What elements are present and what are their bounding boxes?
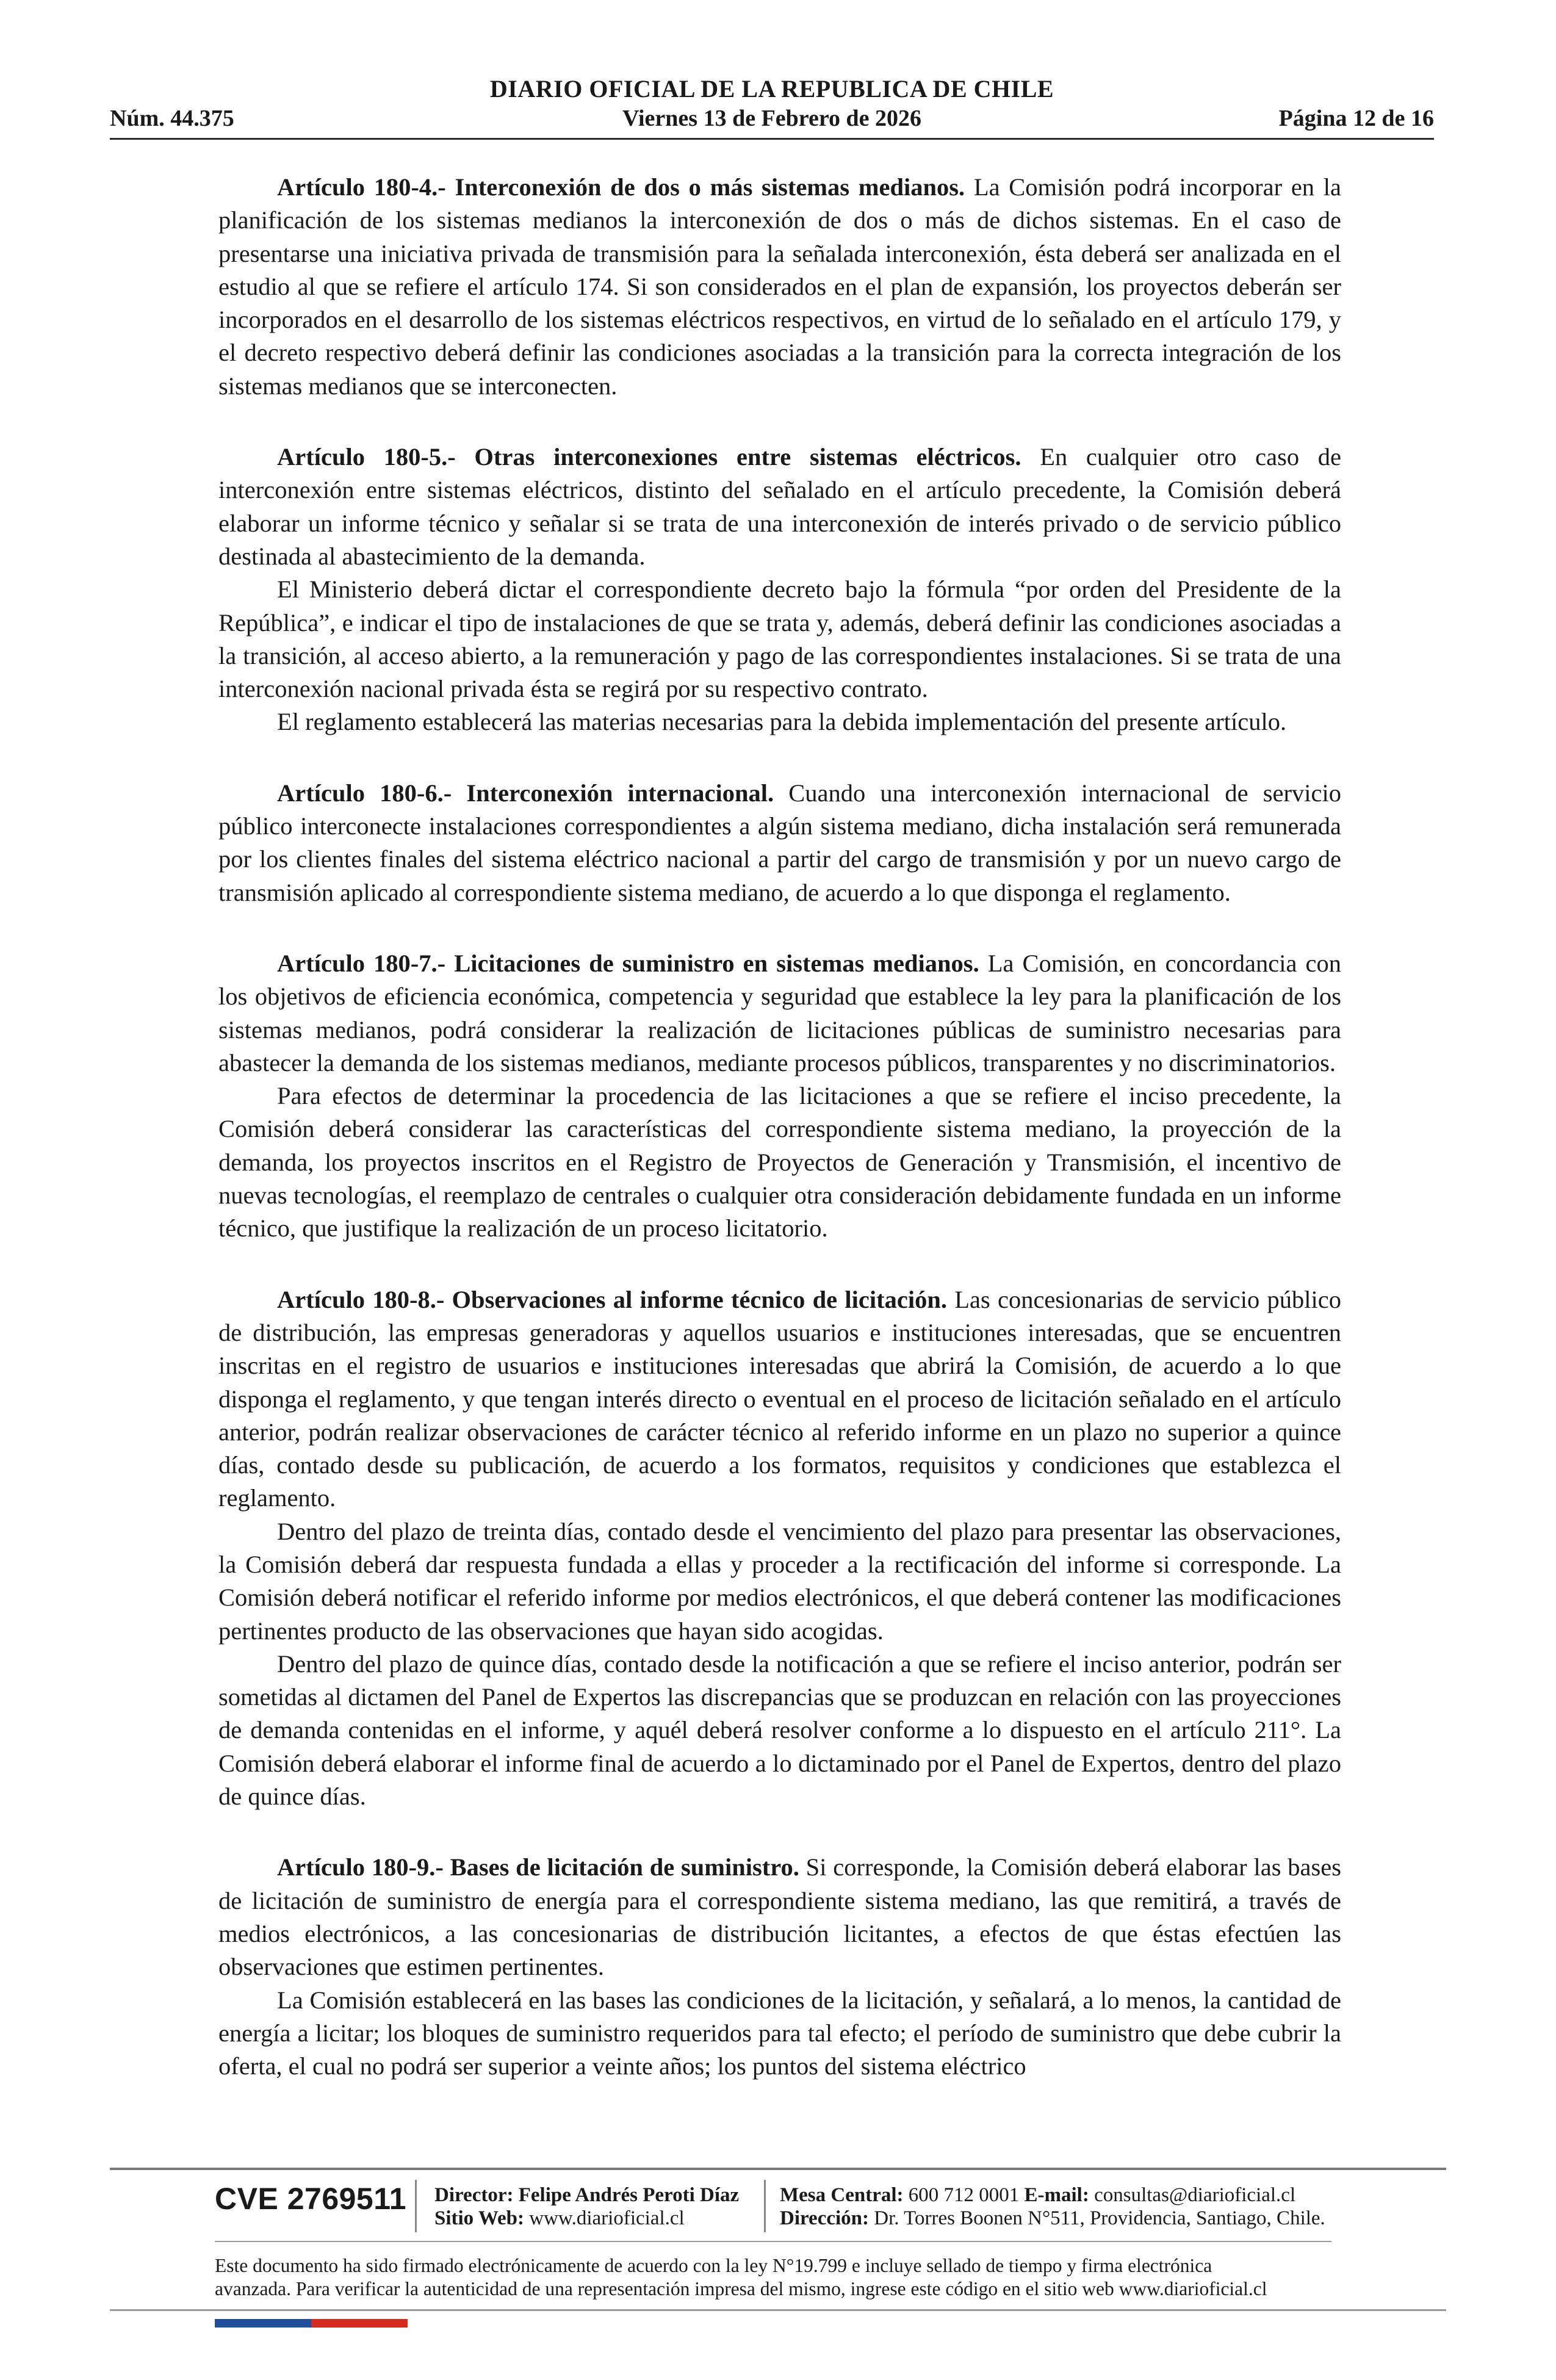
footer-divider (110, 2168, 1446, 2170)
email-link[interactable]: consultas@diarioficial.cl (1094, 2184, 1296, 2206)
email-label: E-mail: (1024, 2184, 1089, 2206)
signature-notice (215, 2254, 1374, 2301)
footer-contact-block (780, 2183, 1325, 2230)
article-body (218, 171, 1341, 2154)
article-paragraph: Dentro del plazo de treinta días, contado desde el vencimiento del plazo para presentar las observaciones, la Comisión deberá dar respuesta fundada a ellas y proceder a la rectificación del informe si corresponde. La Comisión deberá notificar el referido informe por medios electrónicos, el que deberá contener las modificaciones pertinentes producto de las observaciones que hayan sido acogidas. (218, 1517, 1341, 1645)
article-heading: Artículo 180-9.- Bases de licitación de suministro. (277, 1853, 799, 1881)
article-paragraph: El Ministerio deberá dictar el correspondiente decreto bajo la fórmula “por orden del Presidente de la República”, e indicar el tipo de instalaciones de que se trata y, además, deberá definir las condiciones asociadas a la transición, al acceso abierto, a la remuneración y pago de las correspondientes instalaciones. Si se trata de una interconexión nacional privada ésta se regirá por su respectivo contrato. (218, 575, 1341, 703)
article-paragraph: El reglamento establecerá las materias necesarias para la debida implementación del presente artículo. (277, 708, 1287, 736)
page-header (110, 74, 1434, 135)
article-paragraph (218, 947, 1341, 1080)
article-paragraph (218, 1283, 1341, 1515)
article-text: En cualquier otro caso de interconexión entre sistemas eléctricos, distinto del señalado en el artículo precedente, la Comisión deberá elaborar un informe técnico y señalar si se trata de una interconexión de interés privado o de servicio público destinada al abastecimiento de la demanda. (218, 443, 1341, 570)
notice-line: Este documento ha sido firmado electrónicamente de acuerdo con la ley N°19.799 e incluye sellado de tiempo y firma electrónica (215, 2255, 1212, 2276)
website-label: Sitio Web: (434, 2207, 525, 2229)
phone-number: 600 712 0001 (908, 2184, 1020, 2206)
article-section (218, 1283, 1341, 1814)
flag-stripe-red (311, 2319, 408, 2328)
article-text: La Comisión, en concordancia con los objetivos de eficiencia económica, competencia y seguridad que establece la ley para la planificación de los sistemas medianos, podrá considerar la realización de licitaciones públicas de suministro necesarias para abastecer la demanda de los sistemas medianos, mediante procesos públicos, transparentes y no discriminatorios. (218, 949, 1341, 1076)
article-heading: Artículo 180-8.- Observaciones al informe técnico de licitación. (277, 1285, 947, 1313)
article-paragraph: Dentro del plazo de quince días, contado desde la notificación a que se refiere el inciso anterior, podrán ser sometidas al dictamen del Panel de Expertos las discrepancias que se produzcan en relación con las proyecciones de demanda contenidas en el informe, y aquél deberá resolver conforme a lo dispuesto en el artículo 211°. La Comisión deberá elaborar el informe final de acuerdo a lo dictaminado por el Panel de Expertos, dentro del plazo de quince días. (218, 1650, 1341, 1811)
article-heading: Artículo 180-6.- Interconexión internacional. (277, 779, 774, 807)
article-text: La Comisión podrá incorporar en la planificación de los sistemas medianos la interconexión de dos o más de dichos sistemas. En el caso de presentarse una iniciativa privada de transmisión para la señalada interconexión, ésta deberá ser analizada en el estudio al que se refiere el artículo 174. Si son considerados en el plan de expansión, los proyectos deberán ser incorporados en el desarrollo de los sistemas eléctricos respectivos, en virtud de lo señalado en el artículo 179, y el decreto respectivo deberá definir las condiciones asociadas a la transición para la correcta integración de los sistemas medianos que se interconecten. (218, 173, 1341, 400)
article-text: Las concesionarias de servicio público de distribución, las empresas generadoras y aquellos usuarios e instituciones interesadas, que se encuentren inscritas en el registro de usuarios e instituciones interesadas que abrirá la Comisión, de acuerdo a lo que disponga el reglamento, y que tengan interés directo o eventual en el proceso de licitación señalado en el artículo anterior, podrán realizar observaciones de carácter técnico al referido informe en un plazo no superior a quince días, contado desde su publicación, de acuerdo a los formatos, requisitos y condiciones que establezca el reglamento. (218, 1285, 1341, 1512)
article-text: Cuando una interconexión internacional de servicio público interconecte instalaciones correspondientes a algún sistema mediano, dicha instalación será remunerada por los clientes finales del sistema eléctrico nacional a partir del cargo de transmisión y por un nuevo cargo de transmisión aplicado al correspondiente sistema mediano, de acuerdo a lo que disponga el reglamento. (218, 779, 1341, 906)
footer-director-block (434, 2183, 739, 2230)
notice-line: avanzada. Para verificar la autenticidad de una representación impresa del mismo, ingrese este código en el sitio web www.diarioficial.cl (215, 2278, 1267, 2299)
director-label: Director: (434, 2184, 514, 2206)
publication-title: DIARIO OFICIAL DE LA REPUBLICA DE CHILE (489, 75, 1054, 103)
flag-stripe-blue (215, 2319, 311, 2328)
issue-date: Viernes 13 de Febrero de 2026 (622, 106, 922, 131)
article-paragraph: La Comisión establecerá en las bases las condiciones de la licitación, y señalará, a lo menos, la cantidad de energía a licitar; los bloques de suministro requeridos para tal efecto; el período de suministro que debe cubrir la oferta, el cual no podrá ser superior a veinte años; los puntos del sistema eléctrico (218, 1986, 1341, 2080)
address-text: Dr. Torres Boonen N°511, Providencia, Santiago, Chile. (874, 2207, 1325, 2229)
article-section (218, 947, 1341, 1246)
article-text: Si corresponde, la Comisión deberá elaborar las bases de licitación de suministro de energía para el correspondiente sistema mediano, las que remitirá, a través de medios electrónicos, a las concesionarias de distribución licitantes, a efectos de que éstas efectúen las observaciones que estimen pertinentes. (218, 1853, 1341, 1981)
article-heading: Artículo 180-7.- Licitaciones de suministro en sistemas medianos. (277, 949, 979, 977)
issue-number: Núm. 44.375 (110, 106, 234, 131)
director-name: Felipe Andrés Peroti Díaz (518, 2184, 740, 2206)
article-paragraph (218, 777, 1341, 909)
article-section (218, 1851, 1341, 2083)
article-heading: Artículo 180-4.- Interconexión de dos o más sistemas medianos. (277, 173, 965, 201)
article-paragraph: Para efectos de determinar la procedencia de las licitaciones a que se refiere el inciso precedente, la Comisión deberá considerar las características del correspondiente sistema mediano, la proyección de la demanda, los proyectos inscritos en el Registro de Proyectos de Generación y Transmisión, el incentivo de nuevas tecnologías, el reemplazo de centrales o cualquier otra consideración debidamente fundada en un informe técnico, que justifique la realización de un proceso licitatorio. (218, 1082, 1341, 1242)
article-heading: Artículo 180-5.- Otras interconexiones entre sistemas eléctricos. (277, 443, 1021, 471)
footer-thin-divider (215, 2241, 1331, 2242)
article-section (218, 171, 1341, 403)
article-paragraph (218, 1851, 1341, 1983)
header-divider (110, 138, 1434, 140)
page-number: Página 12 de 16 (1278, 106, 1434, 131)
article-paragraph (218, 171, 1341, 403)
phone-label: Mesa Central: (780, 2184, 904, 2206)
footer-separator (415, 2180, 417, 2232)
address-label: Dirección: (780, 2207, 870, 2229)
footer-bottom-divider (110, 2309, 1446, 2311)
footer-separator (764, 2180, 766, 2232)
cve-code: CVE 2769511 (215, 2182, 407, 2216)
website-link[interactable]: www.diarioficial.cl (529, 2207, 685, 2229)
article-section (218, 777, 1341, 909)
article-paragraph (218, 441, 1341, 573)
article-section (218, 441, 1341, 739)
